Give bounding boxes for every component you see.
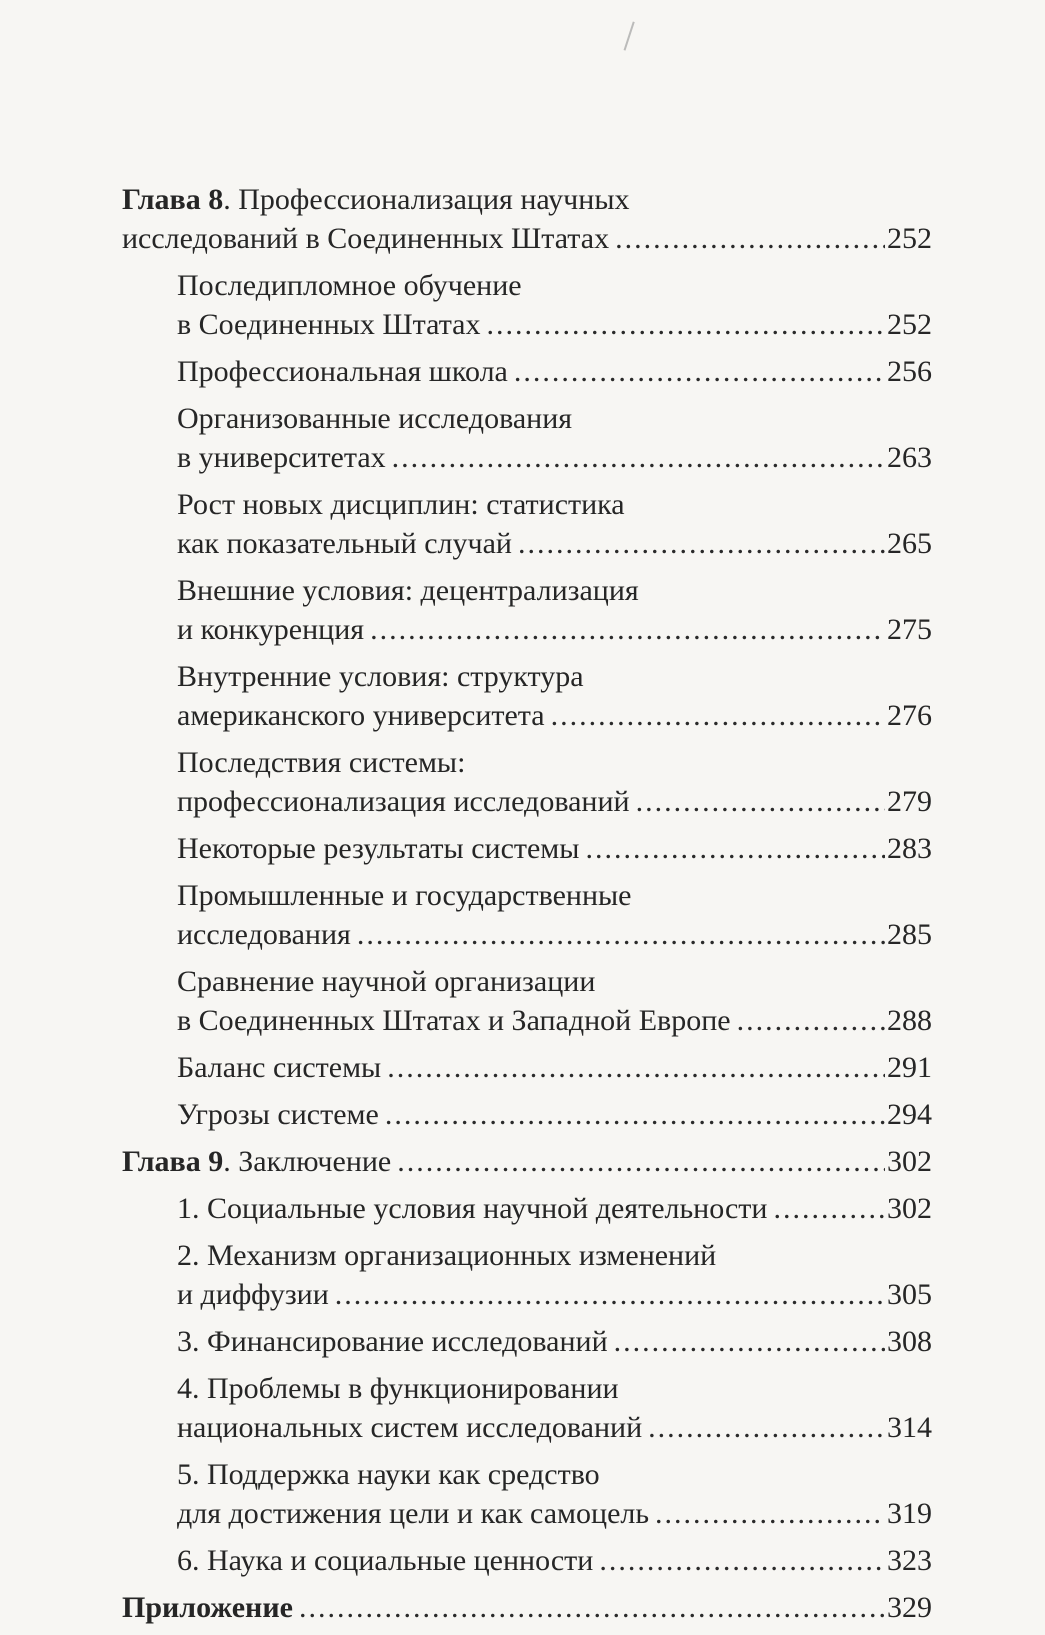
toc-section-entry <box>122 1095 932 1134</box>
toc-entry-text <box>177 524 512 563</box>
toc-title-text: 4. Проблемы в функционировании <box>177 1372 619 1405</box>
toc-title-text: Организованные исследования <box>177 402 573 435</box>
toc-line <box>177 696 932 735</box>
toc-line <box>177 1275 932 1314</box>
dot-leader <box>655 1494 885 1533</box>
toc-entry-text <box>122 183 629 216</box>
toc-section-entry <box>122 829 932 868</box>
toc-entry-text <box>177 438 386 477</box>
dot-leader <box>636 782 885 821</box>
chapter-label: Приложение <box>122 1591 293 1624</box>
toc-section-entry <box>122 1455 932 1533</box>
toc-title-text: и диффузии <box>177 1278 329 1311</box>
toc-title-text: Некоторые результаты системы <box>177 832 580 865</box>
dot-leader <box>392 438 885 477</box>
page-number: 302 <box>887 1192 932 1225</box>
toc-entry-text <box>177 352 508 391</box>
toc-line <box>177 399 932 438</box>
toc-line <box>122 180 932 219</box>
page-number: 265 <box>887 527 932 560</box>
dot-leader <box>387 1048 885 1087</box>
dot-leader <box>370 610 885 649</box>
page-number: 252 <box>887 222 932 255</box>
toc-section-entry <box>122 571 932 649</box>
toc-line <box>177 657 932 696</box>
toc-line <box>122 1588 932 1627</box>
toc-title-text: 6. Наука и социальные ценности <box>177 1544 594 1577</box>
toc-line <box>177 829 932 868</box>
toc-section-entry <box>122 1048 932 1087</box>
dot-leader <box>585 829 885 868</box>
toc-title-text: исследований в Соединенных Штатах <box>122 222 610 255</box>
toc-line <box>177 1455 932 1494</box>
toc-title-text: в Соединенных Штатах <box>177 308 481 341</box>
page-number: 275 <box>887 613 932 646</box>
page-number: 302 <box>887 1145 932 1178</box>
page-number: 276 <box>887 699 932 732</box>
toc-title-text: американского университета <box>177 699 545 732</box>
toc-line <box>177 1001 932 1040</box>
toc-line <box>177 743 932 782</box>
chapter-label: Глава 9 <box>122 1145 224 1178</box>
toc-entry-text <box>177 402 572 435</box>
toc-title-text: 5. Поддержка науки как средство <box>177 1458 600 1491</box>
toc-line <box>177 876 932 915</box>
toc-entry-text <box>177 305 481 344</box>
dot-leader <box>299 1588 885 1627</box>
toc-line <box>177 438 932 477</box>
toc-entry-text <box>177 1372 619 1405</box>
toc-entry-text <box>177 574 639 607</box>
toc-line <box>177 352 932 391</box>
toc-title-text: Внутренние условия: структура <box>177 660 584 693</box>
toc-line <box>177 266 932 305</box>
toc-line <box>177 524 932 563</box>
toc-title-text: Последствия системы: <box>177 746 466 779</box>
toc-section-entry <box>122 743 932 821</box>
toc-entry-text <box>177 1408 642 1447</box>
toc-line <box>177 962 932 1001</box>
toc-line <box>177 305 932 344</box>
dot-leader <box>487 305 886 344</box>
toc-line <box>177 571 932 610</box>
page-number: 283 <box>887 832 932 865</box>
toc-title-text: как показательный случай <box>177 527 512 560</box>
toc-line <box>177 610 932 649</box>
toc-section-entry <box>122 1369 932 1447</box>
toc-entry-text <box>177 1001 731 1040</box>
page-number: 308 <box>887 1325 932 1358</box>
toc-entry-text <box>177 660 584 693</box>
toc-title-text: Сравнение научной организации <box>177 965 596 998</box>
toc-section-entry <box>122 399 932 477</box>
toc-entry-text <box>177 746 465 779</box>
toc-chapter-entry <box>122 1142 932 1181</box>
dot-leader <box>518 524 885 563</box>
dot-leader <box>648 1408 885 1447</box>
toc-line <box>177 1494 932 1533</box>
toc-section-entry <box>122 962 932 1040</box>
toc-title-text: и конкуренция <box>177 613 365 646</box>
toc-line <box>177 1048 932 1087</box>
toc-line <box>177 1189 932 1228</box>
table-of-contents <box>122 180 932 1635</box>
toc-line <box>177 1322 932 1361</box>
toc-title-text: национальных систем исследований <box>177 1411 643 1444</box>
dot-leader <box>514 352 885 391</box>
chapter-label: Глава 8 <box>122 183 224 216</box>
toc-title-text: 3. Финансирование исследований <box>177 1325 608 1358</box>
toc-entry-text <box>177 1458 600 1491</box>
toc-title-text: Последипломное обучение <box>177 269 522 302</box>
toc-section-entry <box>122 657 932 735</box>
toc-entry-text <box>177 269 522 302</box>
toc-line <box>122 1142 932 1181</box>
toc-title-text: Баланс системы <box>177 1051 382 1084</box>
toc-title-text: Промышленные и государственные <box>177 879 632 912</box>
page-number: 314 <box>887 1411 932 1444</box>
toc-section-entry <box>122 1236 932 1314</box>
toc-title-text: . Заключение <box>223 1145 392 1178</box>
toc-section-entry <box>122 876 932 954</box>
toc-section-entry <box>122 352 932 391</box>
toc-entry-text <box>177 1322 608 1361</box>
toc-entry-text <box>177 915 351 954</box>
page-number: 288 <box>887 1004 932 1037</box>
toc-title-text: Угрозы системе <box>177 1098 379 1131</box>
toc-section-entry <box>122 266 932 344</box>
dot-leader <box>385 1095 885 1134</box>
toc-entry-text <box>177 879 631 912</box>
toc-section-entry <box>122 485 932 563</box>
toc-title-text: Профессиональная школа <box>177 355 508 388</box>
toc-section-entry <box>122 1189 932 1228</box>
toc-entry-text <box>122 1588 293 1627</box>
toc-section-entry <box>122 1322 932 1361</box>
toc-line <box>177 1408 932 1447</box>
toc-entry-text <box>177 1189 767 1228</box>
toc-line <box>177 485 932 524</box>
toc-entry-text <box>177 1048 381 1087</box>
dot-leader <box>357 915 885 954</box>
toc-title-text: в Соединенных Штатах и Западной Европе <box>177 1004 731 1037</box>
dot-leader <box>335 1275 885 1314</box>
page-number: 291 <box>887 1051 932 1084</box>
toc-title-text: Рост новых дисциплин: статистика <box>177 488 625 521</box>
toc-line <box>177 1369 932 1408</box>
toc-title-text: 2. Механизм организационных изменений <box>177 1239 717 1272</box>
page-number: 279 <box>887 785 932 818</box>
toc-entry-text <box>177 1494 649 1533</box>
toc-line <box>177 1236 932 1275</box>
dot-leader <box>614 1322 885 1361</box>
toc-line <box>122 219 932 258</box>
toc-entry-text <box>122 219 609 258</box>
dot-leader <box>397 1142 885 1181</box>
toc-line <box>177 1095 932 1134</box>
dot-leader <box>737 1001 885 1040</box>
page-number: 323 <box>887 1544 932 1577</box>
page-number: 294 <box>887 1098 932 1131</box>
page-number: 252 <box>887 308 932 341</box>
toc-entry-text <box>177 1275 329 1314</box>
toc-title-text: профессионализация исследований <box>177 785 630 818</box>
toc-title-text: для достижения цели и как самоцель <box>177 1497 650 1530</box>
toc-entry-text <box>177 488 625 521</box>
toc-entry-text <box>177 1095 379 1134</box>
toc-line <box>177 915 932 954</box>
dot-leader <box>773 1189 885 1228</box>
toc-entry-text <box>177 610 364 649</box>
dot-leader <box>551 696 885 735</box>
toc-entry-text <box>177 1239 716 1272</box>
toc-entry-text <box>122 1142 391 1181</box>
page-number: 329 <box>887 1591 932 1624</box>
toc-title-text: 1. Социальные условия научной деятельности <box>177 1192 768 1225</box>
toc-line <box>177 782 932 821</box>
page-number: 256 <box>887 355 932 388</box>
page-number: 319 <box>887 1497 932 1530</box>
toc-entry-text <box>177 782 630 821</box>
toc-entry-text <box>177 965 595 998</box>
toc-title-text: в университетах <box>177 441 386 474</box>
dot-leader <box>615 219 885 258</box>
page-number: 285 <box>887 918 932 951</box>
toc-entry-text <box>177 696 545 735</box>
pencil-mark <box>624 21 641 52</box>
toc-chapter-entry <box>122 1588 932 1627</box>
toc-title-text: . Профессионализация научных <box>223 183 630 216</box>
toc-title-text: исследования <box>177 918 351 951</box>
toc-entry-text <box>177 829 579 868</box>
page-number: 263 <box>887 441 932 474</box>
page-number: 305 <box>887 1278 932 1311</box>
toc-title-text: Внешние условия: децентрализация <box>177 574 639 607</box>
toc-chapter-entry <box>122 180 932 258</box>
